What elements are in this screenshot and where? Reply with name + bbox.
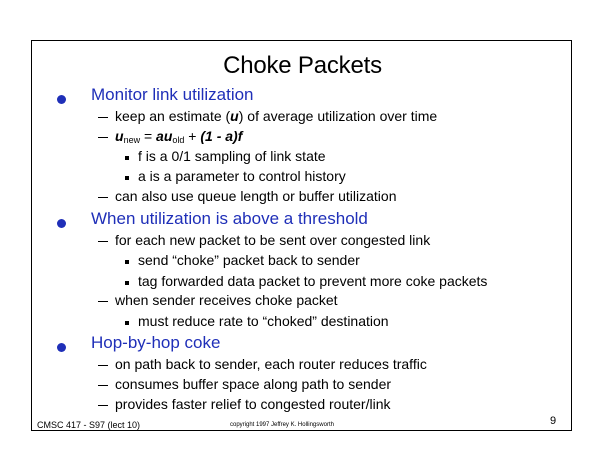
dash-icon <box>98 301 108 302</box>
footer-course: CMSC 417 - S97 (lect 10) <box>37 420 141 430</box>
square-bullet-icon <box>125 321 129 325</box>
section-heading-hop-by-hop: Hop-by-hop coke <box>91 333 221 352</box>
bullet-icon <box>57 343 66 352</box>
item-estimate: keep an estimate (u) of average utilization over time <box>115 108 438 124</box>
item-faster-relief: provides faster relief to congested router/link <box>115 396 391 412</box>
bullet-icon <box>57 95 66 104</box>
subitem-reduce-rate: must reduce rate to “choked” destination <box>138 313 389 329</box>
bullet-icon <box>57 219 66 228</box>
square-bullet-icon <box>125 156 129 160</box>
subitem-tag-packet: tag forwarded data packet to prevent more coke packets <box>138 273 488 289</box>
item-path-back: on path back to sender, each router reduces traffic <box>115 356 427 372</box>
section-heading-threshold: When utilization is above a threshold <box>91 209 368 228</box>
square-bullet-icon <box>125 176 129 180</box>
item-formula: $u_{new} = au_{old} + (1 - a)f$ <box>115 128 243 145</box>
item-each-packet: for each new packet to be sent over congested link <box>115 232 431 248</box>
dash-icon <box>98 365 108 366</box>
dash-icon <box>98 137 108 138</box>
square-bullet-icon <box>125 260 129 264</box>
dash-icon <box>98 197 108 198</box>
subitem-a: a is a parameter to control history <box>138 168 346 184</box>
subitem-f: f is a 0/1 sampling of link state <box>138 148 326 164</box>
section-heading-monitor: Monitor link utilization <box>91 85 254 104</box>
subitem-send-choke: send “choke” packet back to sender <box>138 252 360 268</box>
dash-icon <box>98 117 108 118</box>
slide-title: Choke Packets <box>223 52 382 79</box>
footer-copyright: copyright 1997 Jeffrey K. Hollingsworth <box>230 422 334 428</box>
item-buffer-space: consumes buffer space along path to sender <box>115 376 392 392</box>
dash-icon <box>98 385 108 386</box>
dash-icon <box>98 241 108 242</box>
dash-icon <box>98 405 108 406</box>
square-bullet-icon <box>125 281 129 285</box>
item-sender-receives: when sender receives choke packet <box>115 292 338 308</box>
page-number: 9 <box>550 415 557 427</box>
item-queue-length: can also use queue length or buffer utilization <box>115 188 397 204</box>
